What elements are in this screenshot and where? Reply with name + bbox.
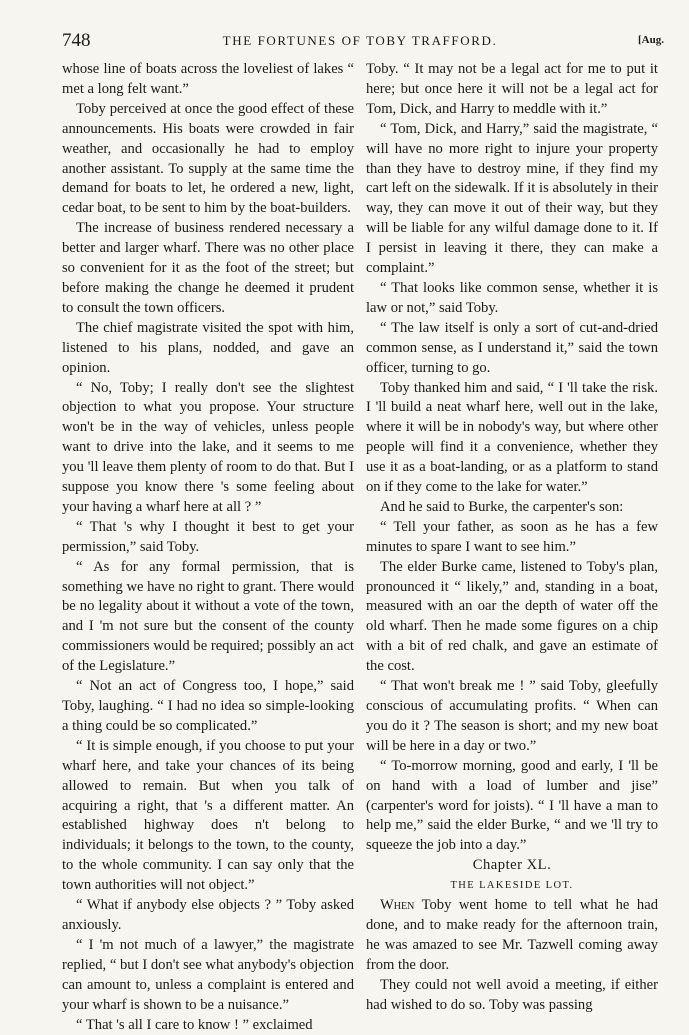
paragraph: And he said to Burke, the carpenter's son: — [366, 498, 658, 518]
drop-lead-word: When — [380, 897, 414, 913]
paragraph: The elder Burke came, listened to Toby's plan, pronounced it “ likely,” and, standing in a boat, measured with an oar the depth of water off the old wharf. Then he made some figures on a chip with a bit of red chalk, and gave an estimate of the cost. — [366, 558, 658, 677]
running-header — [62, 30, 658, 54]
paragraph: “ That won't break me ! ” said Toby, gleefully conscious of accumulating profits. “ When can you do it ? The season is short; and my new boat will be here in a day or two.” — [366, 677, 658, 757]
paragraph: Toby. “ It may not be a legal act for me to put it here; but once here it will not be a legal act for Tom, Dick, and Harry to meddle with it.” — [366, 60, 658, 120]
paragraph: “ That looks like common sense, whether it is law or not,” said Toby. — [366, 279, 658, 319]
paragraph: “ Not an act of Congress too, I hope,” said Toby, laughing. “ I had no idea so simple-looking a thing could be so complicated.” — [62, 677, 354, 737]
right-column — [366, 60, 658, 1016]
paragraph: “ It is simple enough, if you choose to put your wharf here, and take your chances of its being allowed to remain. But when you talk of acquiring a right, that 's a different matter. An established highway does n't belong to individuals; it belongs to the town, to the county, to the whole community. I can say only that the town authorities will not object.” — [62, 737, 354, 896]
paragraph: “ To-morrow morning, good and early, I 'll be on hand with a load of lumber and jise” (carpenter's word for joists). “ I 'll have a man to help me,” said the elder Burke, “ and we 'll try to squeeze the job into a day.” — [366, 757, 658, 857]
paragraph: “ The law itself is only a sort of cut-and-dried common sense, as I understand it,” said the town officer, turning to go. — [366, 319, 658, 379]
paragraph: Toby thanked him and said, “ I 'll take the risk. I 'll build a neat wharf here, well out in the lake, where it will be in nobody's way, but where other people will find it a convenience, whether they use it as a boat-landing, or as a platform to stand on if they come to the lake for water.” — [366, 379, 658, 498]
paragraph: “ I 'm not much of a lawyer,” the magistrate replied, “ but I don't see what anybody's objection can amount to, unless a complaint is entered and your wharf is shown to be a nuisance.” — [62, 936, 354, 1016]
paragraph: They could not well avoid a meeting, if either had wished to do so. Toby was passing — [366, 976, 658, 1016]
paragraph: The increase of business rendered necessary a better and larger wharf. There was no other place so convenient for it as the foot of the street; but before making the change he deemed it prudent to consult the town officers. — [62, 219, 354, 319]
paragraph: “ That 's why I thought it best to get your permission,” said Toby. — [62, 518, 354, 558]
running-title: THE FORTUNES OF TOBY TRAFFORD. — [62, 33, 658, 49]
chapter-subtitle: THE LAKESIDE LOT. — [366, 876, 658, 896]
page-number: 748 — [62, 30, 91, 52]
paragraph: The chief magistrate visited the spot with him, listened to his plans, nodded, and gave an opinion. — [62, 319, 354, 379]
paragraph: Toby perceived at once the good effect of these announcements. His boats were crowded in fair weather, and occasionally he had to employ another assistant. To supply at the same time the demand for boats to let, he ordered a new, light, cedar boat, to be sent to him by the boat-builders. — [62, 100, 354, 219]
left-column — [62, 60, 354, 1035]
month-mark: [Aug. — [638, 34, 664, 46]
paragraph-text: Toby went home to tell what he had done, and to make ready for the afternoon train, he was amazed to see Mr. Tazwell coming away from the door. — [366, 897, 658, 973]
paragraph: “ As for any formal permission, that is something we have no right to grant. There would be no legality about it without a vote of the town, and I 'm not sure but the consent of the county commissioners would be required; possibly an act of the Legislature.” — [62, 558, 354, 677]
paragraph: “ Tom, Dick, and Harry,” said the magistrate, “ will have no more right to injure your property than they have to destroy mine, if they find my cart left on the sidewalk. If it is absolutely in their way, they can move it out of their way, but they will be liable for any wilful damage done to it. If I persist in leaving it there, they can make a complaint.” — [366, 120, 658, 279]
chapter-heading: Chapter XL. — [366, 856, 658, 876]
paragraph: whose line of boats across the loveliest of lakes “ met a long felt want.” — [62, 60, 354, 100]
paragraph: “ Tell your father, as soon as he has a few minutes to spare I want to see him.” — [366, 518, 658, 558]
paragraph — [366, 896, 658, 976]
paragraph: “ That 's all I care to know ! ” exclaimed — [62, 1016, 354, 1035]
paragraph: “ What if anybody else objects ? ” Toby asked anxiously. — [62, 896, 354, 936]
paragraph: “ No, Toby; I really don't see the slightest objection to what you propose. Your structure won't be in the way of vehicles, unless people want to drive into the lake, and it seems to me you 'll leave them plenty of room to do that. But I suppose you know there 's some feeling about your having a wharf here at all ? ” — [62, 379, 354, 518]
